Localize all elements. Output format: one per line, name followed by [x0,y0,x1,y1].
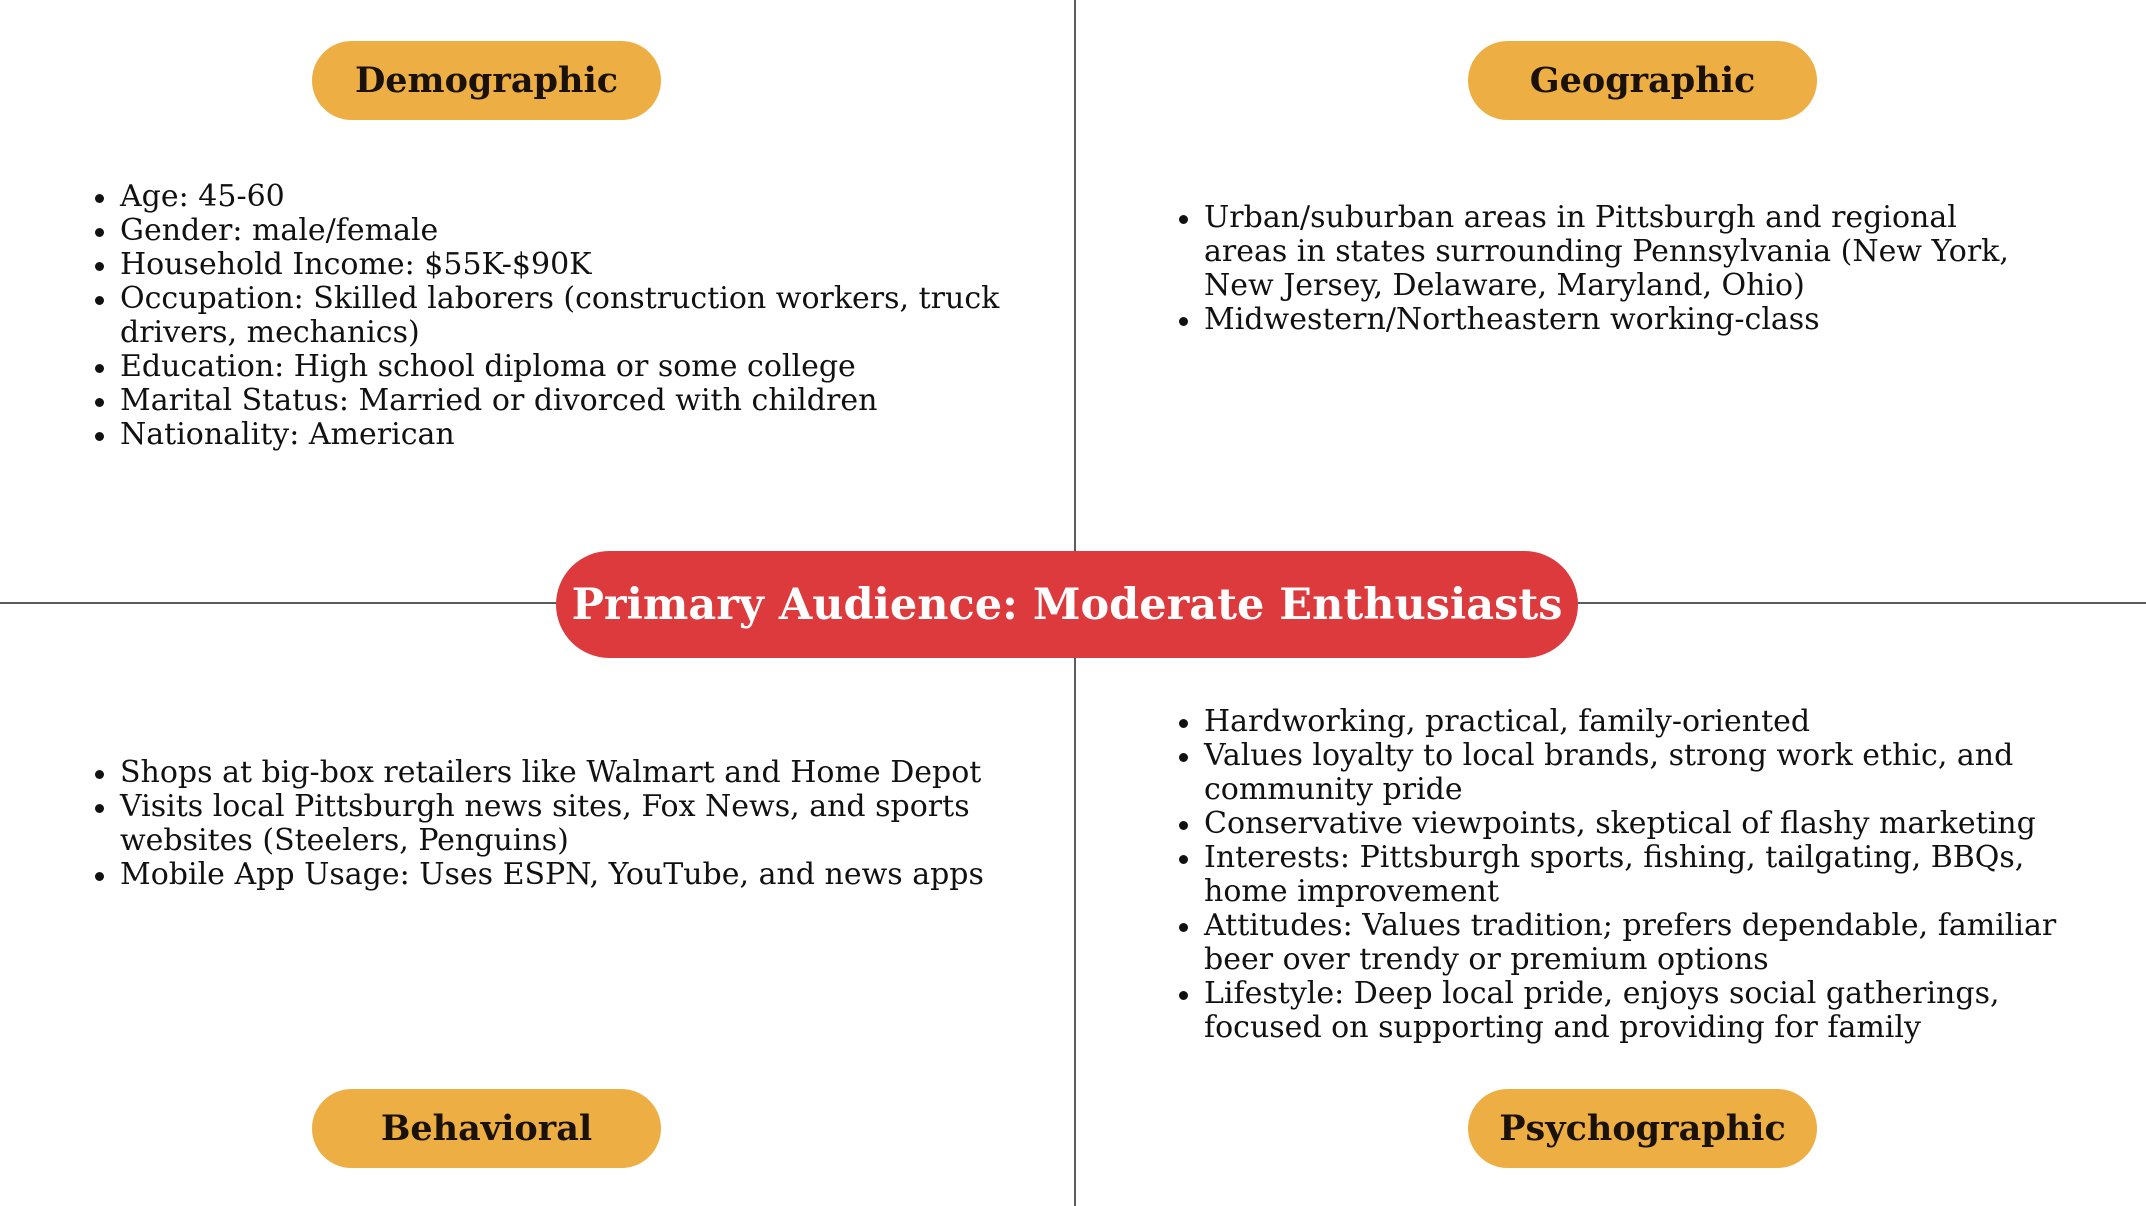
list-item [1177,201,2037,303]
list-item-text: Mobile App Usage: Uses ESPN, YouTube, and news apps [120,857,984,892]
bullet-dot [95,364,104,373]
psychographic-list [1177,705,2107,1045]
list-item-text: Midwestern/Northeastern working-class [1204,302,1820,337]
list-item [93,214,1033,248]
behavioral-label-pill: Behavioral [312,1089,661,1168]
bullet-dot [95,296,104,305]
list-item-text: Shops at big-box retailers like Walmart and Home Depot [120,755,982,790]
list-item [93,858,1033,892]
list-item-text: Lifestyle: Deep local pride, enjoys social gatherings, focused on supporting and providing for family [1204,976,2000,1045]
list-item [93,350,1033,384]
list-item-text: Urban/suburban areas in Pittsburgh and regional areas in states surrounding Pennsylvania (New York, New Jersey, Delaware, Maryland, Ohio) [1204,200,2009,303]
list-item-text: Marital Status: Married or divorced with children [120,383,878,418]
list-item [93,248,1033,282]
list-item-text: Household Income: $55K-$90K [120,247,592,282]
list-item [93,384,1033,418]
bullet-dot [1179,317,1188,326]
list-item-text: Occupation: Skilled laborers (construction workers, truck drivers, mechanics) [120,281,1000,350]
bullet-dot [95,228,104,237]
psychographic-label-pill: Psychographic [1468,1089,1817,1168]
bullet-dot [95,770,104,779]
list-item [1177,977,2107,1045]
bullet-dot [95,872,104,881]
list-item [93,756,1033,790]
list-item-text: Age: 45-60 [120,179,285,214]
list-item [1177,909,2107,977]
list-item-text: Education: High school diploma or some college [120,349,856,384]
bullet-dot [95,194,104,203]
list-item [1177,303,2037,337]
list-item-text: Conservative viewpoints, skeptical of flashy marketing [1204,806,2036,841]
list-item [93,282,1033,350]
bullet-dot [1179,923,1188,932]
demographic-label-pill: Demographic [312,41,661,120]
bullet-dot [1179,753,1188,762]
geographic-list [1177,201,2037,337]
list-item [93,180,1033,214]
bullet-dot [1179,821,1188,830]
primary-audience-title: Primary Audience: Moderate Enthusiasts [556,551,1578,658]
list-item [1177,739,2107,807]
bullet-dot [1179,855,1188,864]
bullet-dot [1179,991,1188,1000]
list-item [1177,807,2107,841]
list-item-text: Nationality: American [120,417,455,452]
list-item-text: Values loyalty to local brands, strong work ethic, and community pride [1204,738,2014,807]
list-item-text: Visits local Pittsburgh news sites, Fox News, and sports websites (Steelers, Penguins) [120,789,970,858]
bullet-dot [95,804,104,813]
list-item-text: Interests: Pittsburgh sports, fishing, tailgating, BBQs, home improvement [1204,840,2025,909]
list-item [93,790,1033,858]
list-item [93,418,1033,452]
bullet-dot [1179,719,1188,728]
bullet-dot [95,432,104,441]
bullet-dot [1179,215,1188,224]
demographic-list [93,180,1033,452]
bullet-dot [95,398,104,407]
behavioral-list [93,756,1033,892]
list-item-text: Hardworking, practical, family-oriented [1204,704,1811,739]
list-item [1177,705,2107,739]
bullet-dot [95,262,104,271]
list-item [1177,841,2107,909]
list-item-text: Gender: male/female [120,213,439,248]
list-item-text: Attitudes: Values tradition; prefers dependable, familiar beer over trendy or premium options [1204,908,2057,977]
geographic-label-pill: Geographic [1468,41,1817,120]
